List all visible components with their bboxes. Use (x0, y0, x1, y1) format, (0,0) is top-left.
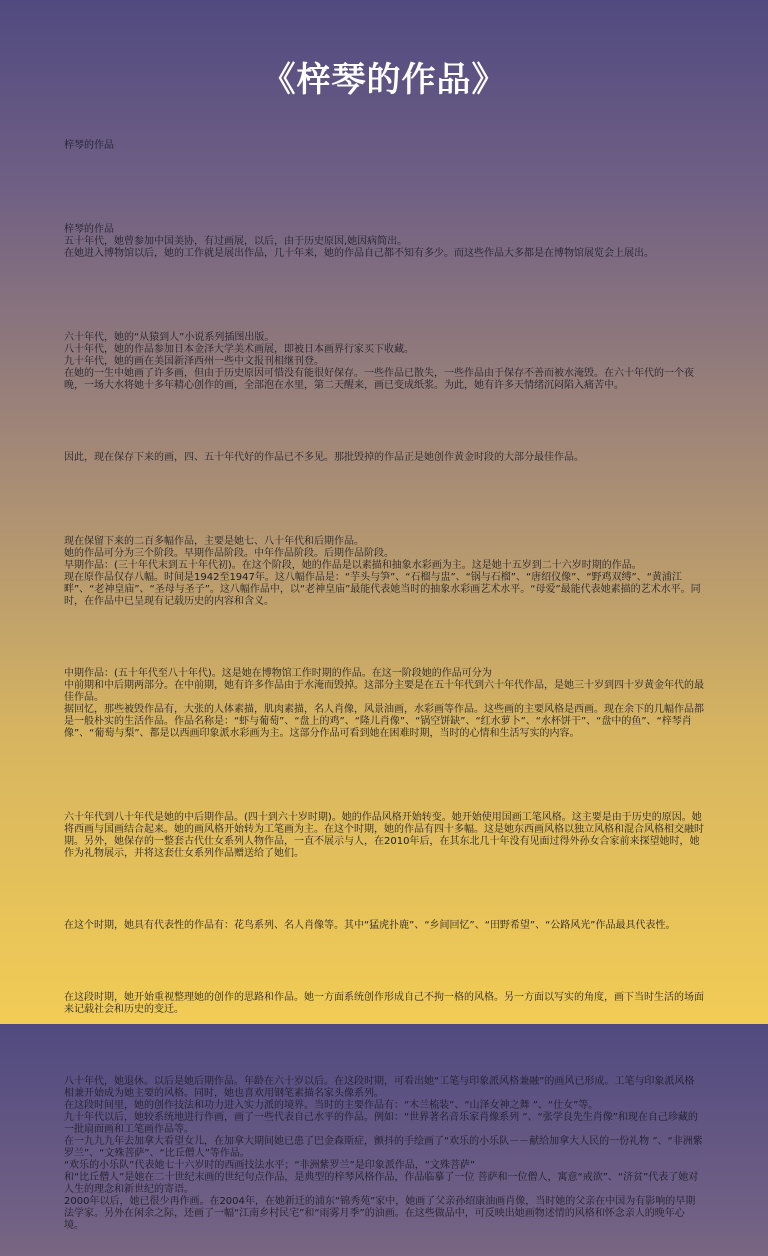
header-label: 梓琴的作品 (64, 140, 114, 151)
paragraph-style-development: 在这段时期，她开始重视整理她的创作的思路和作品。她一方面系统创作形成自己不拘一格的风格。另一方面以写实的角度，画下当时生活的场面来记载社会和历史的变迁。 (64, 992, 704, 1015)
paragraph-early-period: 现在保留下来的二百多幅作品，主要是她七、八十年代和后期作品。 她的作品可分为三个阶段。早期作品阶段。中年作品阶段。后期作品阶段。 早期作品：(三十年代末到五十年代初)。在这个阶段，她的作品是以素描和抽象水彩画为主。这是她十五岁到二十六岁时期的作品。 现在原作品仅存八幅。时间是1942至1947年。这八幅作品是：“芋头与笋”、“石榴与盅”、“锅与石榴”、“唐绍仪像”、“野鸡双缚”、“黄浦江畔”、“老神皇庙”、“圣母与圣子”。这八幅作品中，以“老神皇庙”最能代表她当时的抽象水彩画艺术水平。“母爱”最能代表她素描的艺术水平。同时，在作品中已呈现有记载历史的内容和含义。 (64, 536, 701, 607)
paragraph-intro: 梓琴的作品 五十年代，她曾参加中国美协，有过画展，以后，由于历史原因,她因病简出。 在她进入博物馆以后，她的工作就是展出作品，几十年来，她的作品自己都不知有多少。而这些作品大多都是在博物馆展览会上展出。 (64, 224, 654, 259)
paragraph-middle-period: 中期作品：(五十年代至八十年代)。这是她在博物馆工作时期的作品。在这一阶段她的作品可分为 中前期和中后期两部分。在中前期，她有许多作品由于水淹而毁掉。这部分主要是在五十年代到六十年代作品，是她三十岁到四十岁黄金年代的最佳作品。 据回忆，那些被毁作品有，大张的人体素描，肌肉素描，名人肖像，风景油画，水彩画等作品。这些画的主要风格是西画。现在余下的几幅作品都是一般朴实的生活作品。作品名称是：“虾与葡萄”、“盘上的鸡”、“隆儿肖像”、“锅空饼缺”、“红水萝卜”、“水杯饼干”、“盘中的鱼”、“梓琴肖像”、“葡萄与梨”、都是以西画印象派水彩画为主。这部分作品可看到她在困难时期，当时的心情和生活写实的内容。 (64, 668, 704, 739)
paragraph-late-period: 八十年代，她退休。以后是她后期作品。年龄在六十岁以后。在这段时期，可看出她“工笔与印象派风格兼融”的画风已形成。工笔与印象派风格相兼开始成为她主要的风格。同时，她也喜欢用钢笔素描名家头像系列。 在这段时间里，她的创作技法和功力进入实力派的境界。当时的主要作品有：“木兰梳装”、“山泽女神之舞 ”、“仕女”等。 九十年代以后，她较系统地进行作画，画了一些代表自己水平的作品。例如：“世界著名音乐家肖像系列 ”、“张学良先生肖像”和现在自己珍藏的一批扇面画和工笔画作品等。 在一九九九年去加拿大看望女儿，在加拿大期间她已患了巴金森斯症，颤抖的手绘画了“欢乐的小乐队－－献给加拿大人民的一份礼物 ”、“非洲紫罗兰”、“文殊菩萨”、“比丘僧人”等作品。 “欢乐的小乐队”代表她七十六岁时的西画技法水平；“非洲紫罗兰”是印象派作品，“文殊菩萨” 和“比丘僧人”是她在二十世纪末画的世纪句点作品，是典型的梓琴风格作品，作品临摹了一位 菩萨和一位僧人，寓意“戒欲”、“济贫”代表了她对人生的理念和新世纪的寄语。 2000年以后，她已很少再作画。在2004年，在她新迁的浦东“锦秀苑”家中，她画了父亲孙绍康油画肖像，当时她的父亲在中国为有影响的早期法学家。另外在闲余之际，还画了一幅“江南乡村民宅”和“雨雾月季”的油画。在这些做品中，可反映出她画物述情的风格和怀念亲人的晚年心境。 (64, 1076, 703, 1231)
paragraph-middle-late-period: 六十年代到八十年代是她的中后期作品。(四十到六十岁时期)。她的作品风格开始转变。她开始使用国画工笔风格。这主要是由于历史的原因。她将西画与国画结合起来。她的画风格开始转为工笔画为主。在这个时期，她的作品有四十多幅。这是她东西画风格以独立风格和混合风格相交融时期。另外，她保存的一整套古代仕女系列人物作品，一直不展示与人，在2010年后，在其东北几十年没有见面过得外孙女合家前来探望她时，她作为礼物展示，并将这套仕女系列作品赠送给了她们。 (64, 812, 704, 859)
page-title: 《梓琴的作品》 (261, 60, 507, 100)
paragraph-representative-works: 在这个时期，她具有代表性的作品有：花鸟系列、名人肖像等。其中“猛虎扑鹿”、“乡间回忆”、“田野希望”、“公路风光”作品最具代表性。 (64, 920, 676, 931)
article-body (64, 116, 704, 1256)
paragraph-publications: 六十年代，她的“从猿到人”小说系列插图出版。 八十年代，她的作品参加日本金泽大学美术画展，即被日本画界行家买下收藏。 九十年代，她的画在美国新泽西州一些中文报刊相继刊登。 在她的一生中她画了许多画，但由于历史原因可惜没有能很好保存。一些作品已散失，一些作品由于保存不善而被水淹毁。在六十年代的一个夜晚，一场大水将她十多年精心创作的画，全部泡在水里，第二天醒来，画已变成纸浆。为此，她有许多天情绪沉闷陷入痛苦中。 (64, 332, 694, 391)
paragraph-surviving-works: 因此，现在保存下来的画，四、五十年代好的作品已不多见。那批毁掉的作品正是她创作黄金时段的大部分最佳作品。 (64, 452, 584, 463)
